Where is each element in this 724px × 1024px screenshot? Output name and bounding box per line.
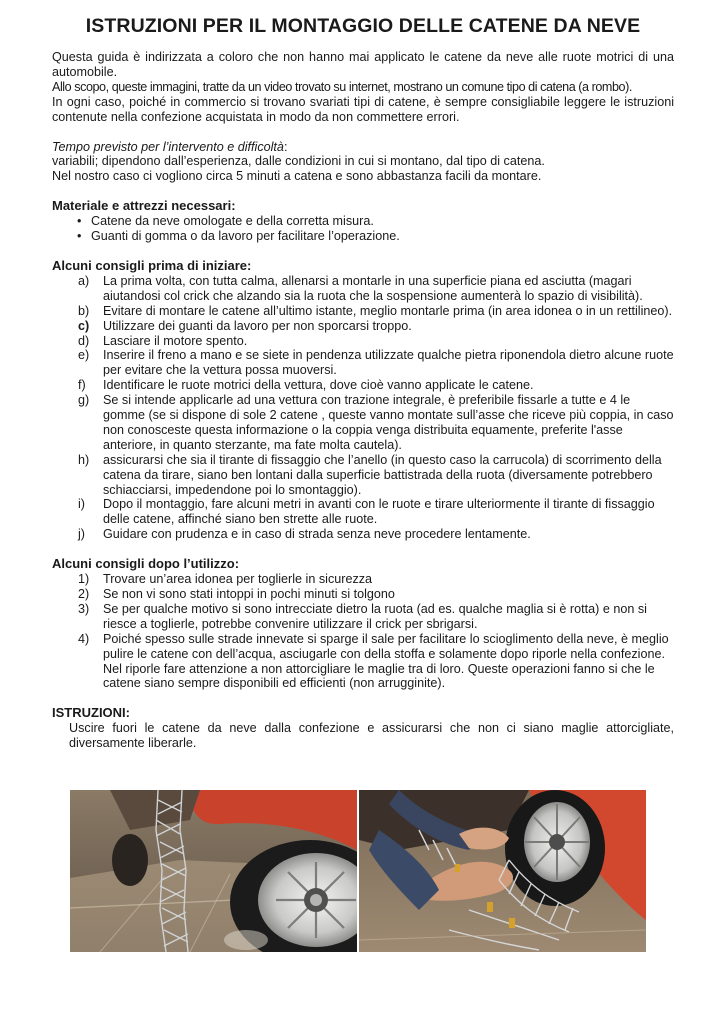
list-marker: 2) <box>78 587 90 601</box>
list-item <box>52 334 674 349</box>
list-marker: a) <box>78 273 90 288</box>
photo-left-illustration <box>70 790 357 952</box>
tempo-line-1: variabili; dipendono dall’esperienza, dalle condizioni in cui si montano, dal tipo di catena. <box>52 154 545 169</box>
istruzioni-text: Uscire fuori le catene da neve dalla confezione e assicurarsi che non ci siano maglie attorcigliate, diversamente liberarle. <box>69 721 674 751</box>
photo-strip <box>70 790 646 952</box>
list-item <box>52 348 674 378</box>
list-item-text: Dopo il montaggio, fare alcuni metri in avanti con le ruote e tirare ulteriormente il tirante di fissaggio delle catene, affinché siano ben strette alle ruote. <box>103 497 655 527</box>
list-marker: f) <box>78 378 86 393</box>
list-marker: g) <box>78 393 90 408</box>
tempo-heading: Tempo previsto per l’intervento e difficoltà <box>52 139 284 154</box>
list-marker: 1) <box>78 572 90 587</box>
consigli-prima-list <box>52 274 674 542</box>
list-item <box>52 304 674 319</box>
list-item <box>52 319 674 334</box>
list-marker: h) <box>78 452 90 467</box>
materiale-heading: Materiale e attrezzi necessari: <box>52 198 236 214</box>
photo-chain-beside-wheel <box>70 790 357 952</box>
list-item-text: Utilizzare dei guanti da lavoro per non sporcarsi troppo. <box>103 318 412 333</box>
page-title: ISTRUZIONI PER IL MONTAGGIO DELLE CATENE DA NEVE <box>85 15 641 37</box>
list-item <box>52 632 674 692</box>
istruzioni-heading: ISTRUZIONI: <box>52 705 130 721</box>
list-item <box>52 393 674 453</box>
list-marker: e) <box>78 348 90 363</box>
list-item-text: assicurarsi che sia il tirante di fissaggio che l’anello (in questo caso la carrucola) di scorrimento della catena da tirare, siano ben lontani dalla superficie battistrada della ruota (diversamente potrebbero schiacciarsi, impedendone poi lo smontaggio). <box>103 452 662 497</box>
document-page <box>52 14 674 751</box>
list-item <box>52 527 674 542</box>
list-item-text: La prima volta, con tutta calma, allenarsi a montarle in una superficie piana ed asciutta (magari aiutandosi col crick che alzando sia la ruota che la sospensione aumenterà lo spazio di visibilità). <box>103 273 643 303</box>
list-item: • Catene da neve omologate e della corretta misura. <box>52 214 674 229</box>
list-item <box>52 602 674 632</box>
consigli-prima-heading: Alcuni consigli prima di iniziare: <box>52 257 252 273</box>
list-item-text: Poiché spesso sulle strade innevate si sparge il sale per facilitare lo scioglimento della neve, è meglio pulire le catene con dell’acqua, asciugarle con della stoffa e solamente dopo riporle nella confezione. Nel riporle fare attenzione a non attorcigliare le maglie tra di loro. Queste operazioni fanno si che le catene siano sempre disponibili ed efficienti (non arrugginite). <box>103 631 669 691</box>
list-marker: 3) <box>78 601 90 616</box>
consigli-dopo-heading: Alcuni consigli dopo l’utilizzo: <box>52 556 240 572</box>
list-item <box>52 572 674 587</box>
list-item-text: Se per qualche motivo si sono intrecciate dietro la ruota (ad es. qualche maglia si è rotta) e non si riesce a toglierle, potrebbe convenire utilizzare il crick per sbrigarsi. <box>103 601 647 631</box>
list-item <box>52 587 674 602</box>
list-item-text: Inserire il freno a mano e se siete in pendenza utilizzate qualche pietra riponendola dietro alcune ruote per evitare che la vettura possa muoversi. <box>103 348 674 378</box>
list-item <box>52 274 674 304</box>
list-marker: i) <box>78 497 85 512</box>
list-item-text: Guidare con prudenza e in caso di strada senza neve procedere lentamente. <box>103 527 531 542</box>
list-item <box>52 497 674 527</box>
list-item: • Guanti di gomma o da lavoro per facilitare l’operazione. <box>52 229 674 244</box>
photo-hands-fitting-chain <box>359 790 646 952</box>
list-item-text: Se si intende applicarle ad una vettura con trazione integrale, è preferibile fissarle a tutte e 4 le gomme (se si dispone di sole 2 catene , queste vanno montate sull’asse che riceve più coppia, in caso non conosceste questa informazione o la coppia venga distribuita equamente, preferite l'asse anteriore, in quanto sterzante, ma fate molta cautela). <box>103 393 674 452</box>
tempo-line-2: Nel nostro caso ci vogliono circa 5 minuti a catena e sono abbastanza facili da montare. <box>52 169 542 184</box>
list-marker: j) <box>78 527 85 542</box>
list-marker: d) <box>78 333 90 348</box>
list-item-text: Evitare di montare le catene all’ultimo istante, meglio montarle prima (in area idonea o in un rettilineo). <box>103 303 673 318</box>
materiale-list <box>52 214 674 244</box>
list-marker: c) <box>78 318 90 333</box>
list-marker: b) <box>78 303 90 318</box>
intro-paragraph-2: Allo scopo, queste immagini, tratte da un video trovato su internet, mostrano un comune tipo di catena (a rombo). <box>52 79 632 94</box>
intro-paragraph-1: Questa guida è indirizzata a coloro che non hanno mai applicato le catene da neve alle ruote motrici di una automobile. <box>52 50 674 79</box>
photo-right-illustration <box>359 790 646 952</box>
list-item <box>52 378 674 393</box>
list-item-text: Lasciare il motore spento. <box>103 333 248 348</box>
tempo-colon: : <box>283 139 288 154</box>
intro-paragraph-3: In ogni caso, poiché in commercio si trovano svariati tipi di catene, è sempre consigliabile leggere le istruzioni contenute nella confezione acquistata in modo da non commettere errori. <box>52 94 674 124</box>
list-item-text: Se non vi sono stati intoppi in pochi minuti si tolgono <box>103 587 395 601</box>
list-item <box>52 453 674 498</box>
list-item-text: Trovare un’area idonea per toglierle in sicurezza <box>103 572 373 587</box>
consigli-dopo-list <box>52 572 674 691</box>
list-item-text: Identificare le ruote motrici della vettura, dove cioè vanno applicate le catene. <box>103 378 534 393</box>
list-marker: 4) <box>78 631 90 646</box>
tempo-heading-line <box>52 140 674 155</box>
